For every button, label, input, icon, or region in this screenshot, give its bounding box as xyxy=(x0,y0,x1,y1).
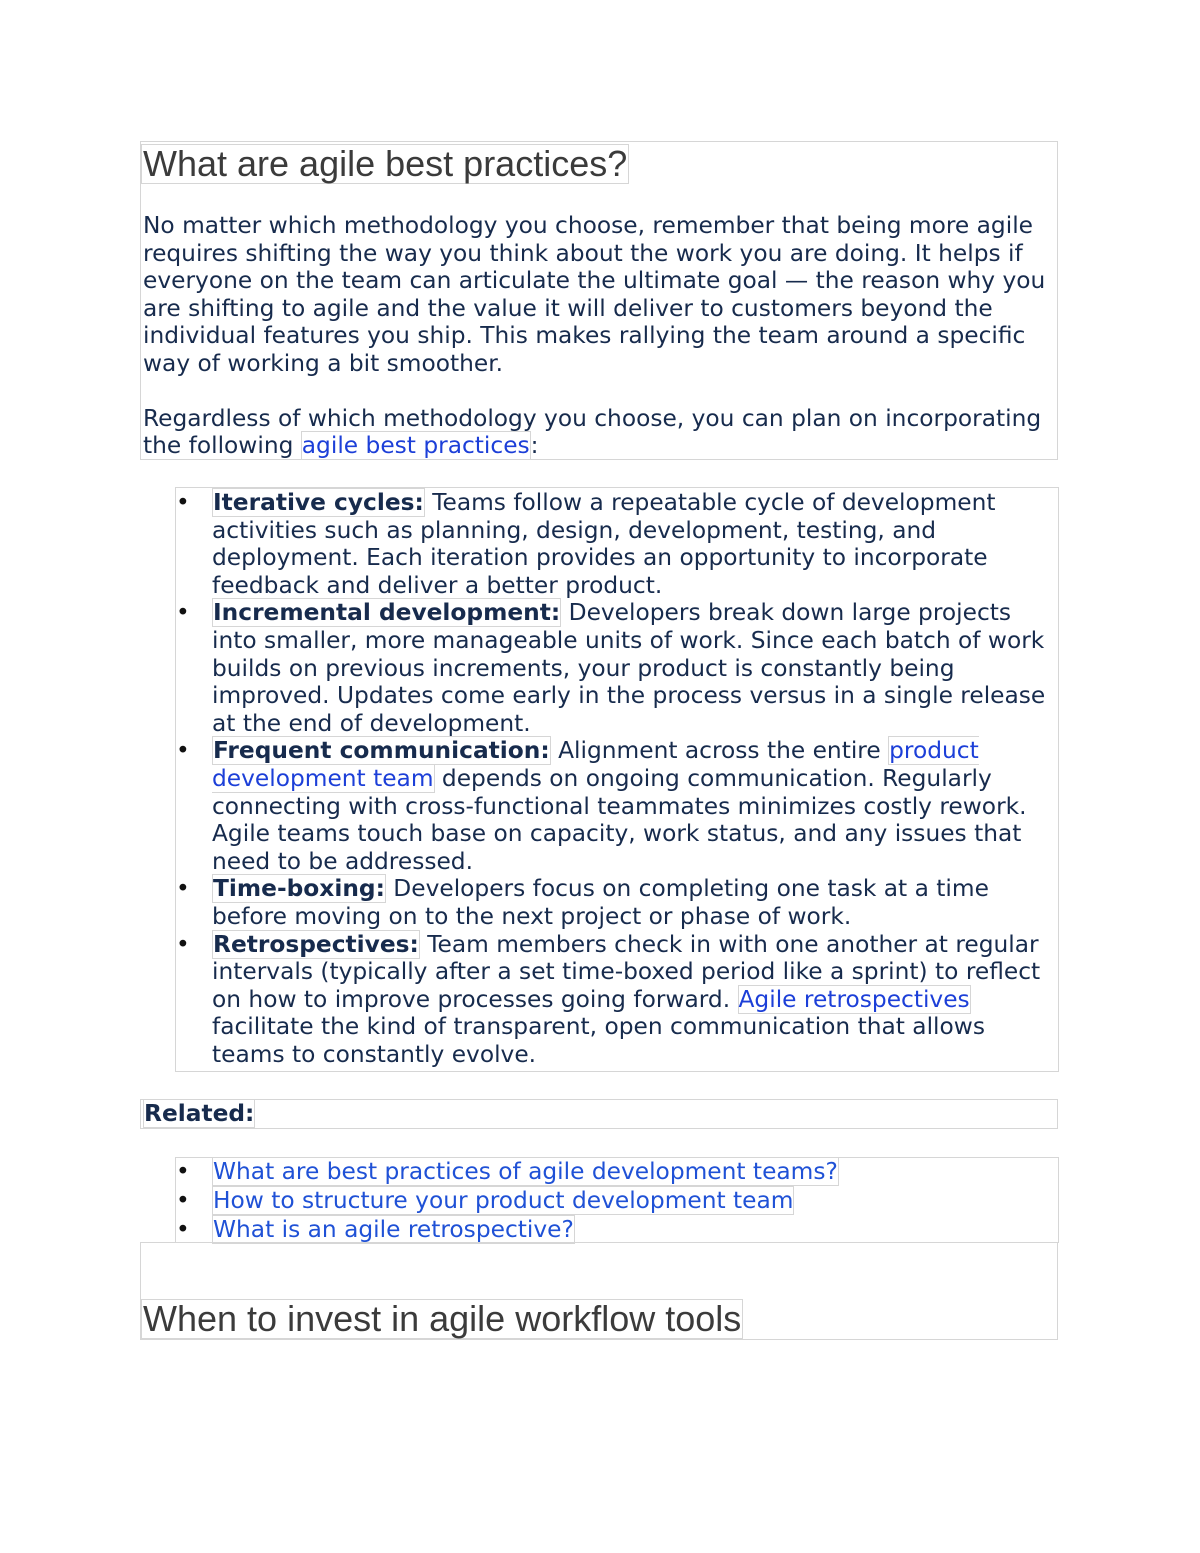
related-link-structure-team[interactable]: How to structure your product development team xyxy=(213,1186,794,1214)
list-item xyxy=(176,1216,1058,1245)
practice-title: Time-boxing: xyxy=(213,875,385,903)
related-links-list xyxy=(176,1158,1058,1244)
practice-text: Team members check in with one another at regular intervals (typically after a set time-boxed period like a sprint) to reflect on how to improve processes going forward. xyxy=(212,930,1041,1013)
practice-text: Developers focus on completing one task at a time before moving on to the next project or phase of work. xyxy=(212,875,989,930)
list-item xyxy=(176,599,1058,737)
related-label-box xyxy=(140,1099,1058,1129)
related-link-best-practices[interactable]: What are best practices of agile development teams? xyxy=(213,1158,838,1185)
bullet: • xyxy=(176,599,190,627)
practice-text: Alignment across the entire xyxy=(550,737,889,765)
bullet: • xyxy=(176,1158,190,1185)
product-development-team-link[interactable]: product development team xyxy=(212,737,979,792)
agile-retrospectives-link[interactable]: Agile retrospectives xyxy=(738,985,970,1013)
list-item xyxy=(176,489,1058,599)
practice-text: facilitate the kind of transparent, open communication that allows teams to constantly evolve. xyxy=(212,1013,985,1068)
practice-text: Developers break down large projects into smaller, more manageable units of work. Since each batch of work builds on previous increments, your product is constantly being improved. Updates come early in the process versus in a single release at the end of development. xyxy=(212,599,1046,737)
list-item xyxy=(176,875,1058,930)
related-label: Related: xyxy=(144,1100,255,1127)
bullet: • xyxy=(176,930,190,958)
bullet: • xyxy=(176,1215,190,1243)
agile-best-practices-link[interactable]: agile best practices xyxy=(301,432,530,460)
intro-paragraph-2 xyxy=(141,405,1057,460)
intro-paragraph: No matter which methodology you choose, remember that being more agile requires shifting the way you think about the work you are doing. It helps if everyone on the team can articulate the ultimate goal — the reason why you are shifting to agile and the value it will deliver to customers beyond the individual features you ship. This makes rallying the team around a specific way of working a bit smoother. xyxy=(143,212,1046,377)
practices-list-box xyxy=(175,487,1059,1072)
practice-title: Incremental development: xyxy=(213,599,561,627)
section-heading-2: When to invest in agile workflow tools xyxy=(143,1298,742,1339)
bullet: • xyxy=(176,1186,190,1214)
section-heading: What are agile best practices? xyxy=(143,143,628,184)
practice-title: Retrospectives: xyxy=(213,930,419,958)
practices-list xyxy=(176,488,1058,1068)
practice-text: Teams follow a repeatable cycle of development activities such as planning, design, development, testing, and deployment. Each iteration provides an opportunity to incorporate feedback and deliver a better product. xyxy=(212,489,996,599)
para2-prefix: Regardless of which methodology you choose, you can plan on incorporating the following xyxy=(143,404,1042,460)
next-section xyxy=(140,1242,1058,1340)
practice-title: Iterative cycles: xyxy=(213,489,424,516)
list-item xyxy=(176,1158,1058,1187)
para2-suffix: : xyxy=(530,432,539,460)
intro-section xyxy=(140,141,1058,460)
bullet: • xyxy=(176,875,190,903)
practice-title: Frequent communication: xyxy=(213,737,550,765)
related-link-retrospective[interactable]: What is an agile retrospective? xyxy=(213,1215,574,1243)
practice-text: depends on ongoing communication. Regularly connecting with cross-functional teammates minimizes costly rework. Agile teams touch base on capacity, work status, and any issues that need to be addressed. xyxy=(212,764,1027,875)
list-item xyxy=(176,931,1058,1069)
list-item xyxy=(176,1187,1058,1216)
bullet: • xyxy=(176,737,190,765)
bullet: • xyxy=(176,489,190,516)
related-links-box xyxy=(175,1157,1059,1243)
list-item xyxy=(176,737,1058,875)
